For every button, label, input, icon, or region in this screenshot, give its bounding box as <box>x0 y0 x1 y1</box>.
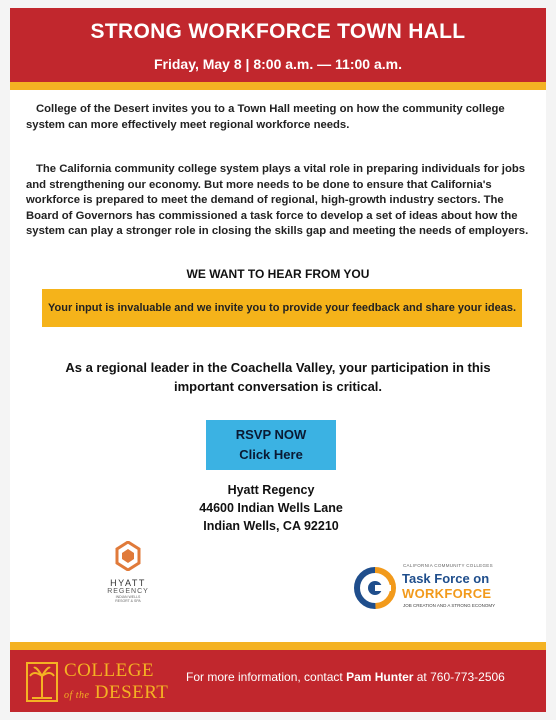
footer-banner <box>10 650 546 712</box>
feedback-callout <box>42 289 522 327</box>
footer-divider <box>10 642 546 650</box>
college-word: COLLEGE <box>64 660 155 681</box>
task-force-tagline: JOB CREATION AND A STRONG ECONOMY <box>403 603 496 608</box>
venue-address <box>166 481 376 535</box>
task-force-top-line: CALIFORNIA COMMUNITY COLLEGES <box>403 563 493 568</box>
contact-name: Pam Hunter <box>346 670 414 684</box>
task-force-line2: WORKFORCE <box>402 586 492 601</box>
flyer-page <box>10 8 546 712</box>
task-force-line1: Task Force on <box>402 571 490 586</box>
feedback-callout-text: Your input is invaluable and we invite you to provide your feedback and share your ideas. <box>47 302 516 314</box>
task-force-logo <box>351 563 521 613</box>
hyatt-word: HYATT <box>110 578 146 588</box>
contact-prefix: For more information, contact <box>186 670 347 684</box>
task-force-ring-icon <box>353 566 397 610</box>
details-paragraph: The California community college system plays a vital role in preparing individuals for jobs and strengthening our economy. But more needs to be done to ensure that California's workforce is prepared to meet the demand of regional, high-growth industry sectors. The Board of Governors has commissioned a task force to develop a set of ideas about how the system can play a stronger role in closing the skills gap and meeting the needs of employers. <box>26 163 529 237</box>
contact-info <box>186 670 536 684</box>
hear-from-you-heading: WE WANT TO HEAR FROM YOU <box>186 267 370 281</box>
regional-leader-text: As a regional leader in the Coachella Valley, your participation in this important conversation is critical. <box>65 360 491 394</box>
intro-paragraph: College of the Desert invites you to a Town Hall meeting on how the community college system can more effectively meet regional workforce needs. <box>26 103 505 131</box>
venue-street: 44600 Indian Wells Lane <box>199 501 343 515</box>
header-banner <box>10 8 546 82</box>
click-here-label: Click Here <box>239 447 303 462</box>
hyatt-logo <box>98 541 158 603</box>
palm-tree-icon <box>26 662 58 702</box>
contact-phone: 760-773-2506 <box>430 670 505 684</box>
college-of-the-desert-logo <box>26 660 176 704</box>
desert-word <box>64 682 168 704</box>
page-title: STRONG WORKFORCE TOWN HALL <box>90 20 466 43</box>
hyatt-diamond-icon <box>115 541 141 571</box>
rsvp-button[interactable] <box>206 420 336 470</box>
hyatt-regency-word: REGENCY <box>107 588 149 595</box>
desert-label: DESERT <box>94 682 169 703</box>
event-date-time: Friday, May 8 | 8:00 a.m. — 11:00 a.m. <box>153 56 402 72</box>
hyatt-location-line1: INDIAN WELLS <box>115 595 141 599</box>
hyatt-location-line2: RESORT & SPA <box>115 599 141 603</box>
rsvp-label: RSVP NOW <box>235 427 307 442</box>
venue-city: Indian Wells, CA 92210 <box>203 519 339 533</box>
header-divider <box>10 82 546 90</box>
of-the-word: of the <box>64 690 90 701</box>
venue-name: Hyatt Regency <box>227 483 315 497</box>
contact-middle: at <box>413 670 431 684</box>
